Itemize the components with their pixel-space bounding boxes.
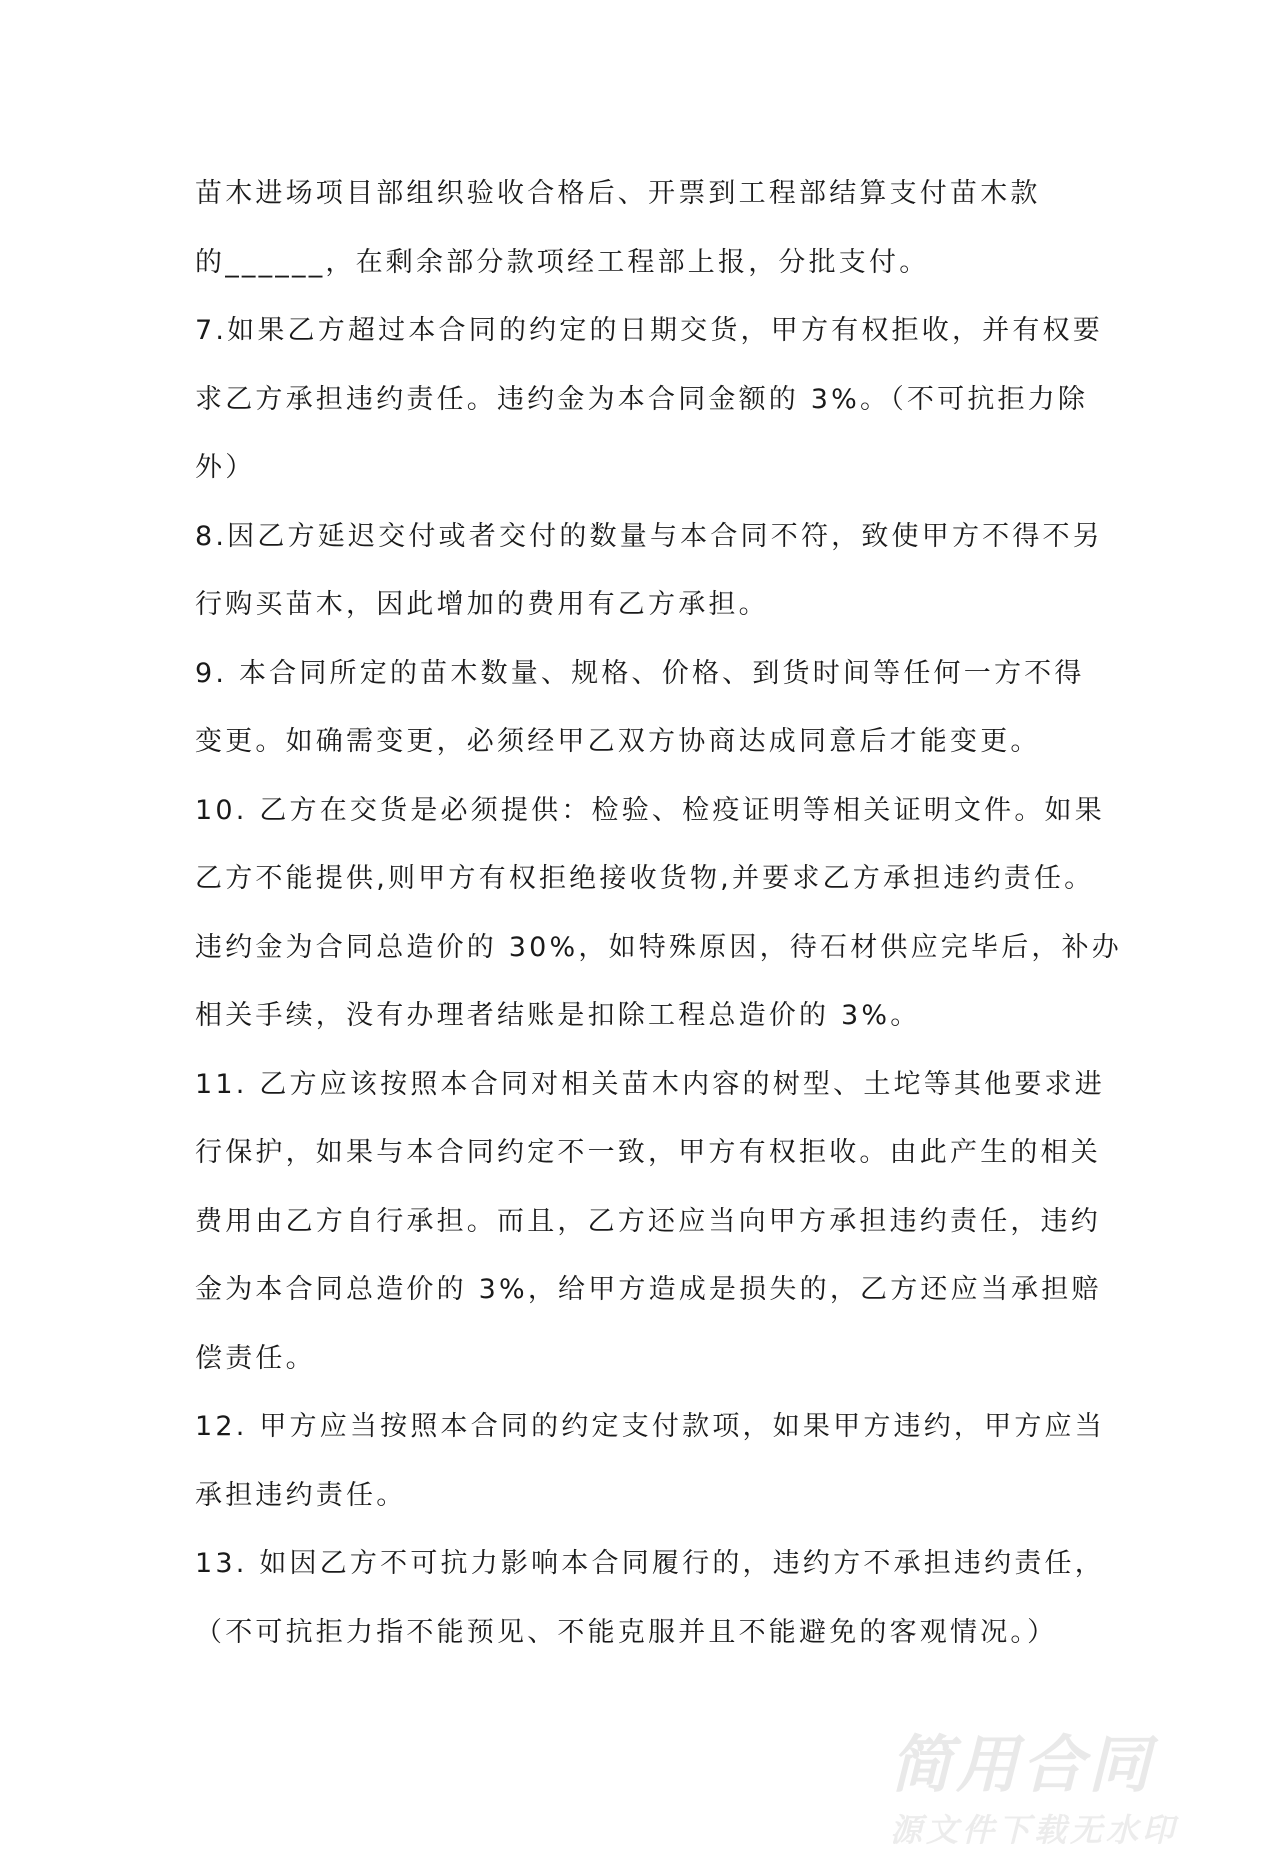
clause-10: 10. 乙方在交货是必须提供：检验、检疫证明等相关证明文件。如果	[195, 794, 1105, 826]
text-line: 乙方不能提供,则甲方有权拒绝接收货物,并要求乙方承担违约责任。	[195, 863, 1095, 894]
watermark-title: 简用合同	[890, 1728, 1155, 1801]
text-line: 求乙方承担违约责任。违约金为本合同金额的 3%。（不可抗拒力除	[195, 383, 1089, 415]
clause-12: 12. 甲方应当按照本合同的约定支付款项，如果甲方违约，甲方应当	[195, 1411, 1105, 1442]
clause-7: 7.如果乙方超过本合同的约定的日期交货，甲方有权拒收，并有权要	[195, 315, 1103, 346]
text-line: 承担违约责任。	[195, 1479, 407, 1511]
clause-13: 13. 如因乙方不可抗力影响本合同履行的，违约方不承担违约责任，	[195, 1548, 1105, 1579]
clause-11: 11. 乙方应该按照本合同对相关苗木内容的树型、土坨等其他要求进	[195, 1068, 1105, 1100]
text-line: 金为本合同总造价的 3%，给甲方造成是损失的，乙方还应当承担赔	[195, 1274, 1102, 1305]
watermark-subtitle: 源文件下载无水印	[890, 1811, 1179, 1849]
text-line: 行购买苗木，因此增加的费用有乙方承担。	[195, 589, 769, 620]
text-line: 的______，在剩余部分款项经工程部上报，分批支付。	[195, 246, 930, 278]
text-line: 外）	[195, 452, 256, 483]
clause-9: 9. 本合同所定的苗木数量、规格、价格、到货时间等任何一方不得	[195, 657, 1085, 689]
text-line: 相关手续，没有办理者结账是扣除工程总造价的 3%。	[195, 1000, 921, 1031]
text-line: 费用由乙方自行承担。而且，乙方还应当向甲方承担违约责任，违约	[195, 1205, 1101, 1237]
text-line: 行保护，如果与本合同约定不一致，甲方有权拒收。由此产生的相关	[195, 1137, 1101, 1168]
clause-8: 8.因乙方延迟交付或者交付的数量与本合同不符，致使甲方不得不另	[195, 520, 1103, 552]
text-line: 苗木进场项目部组织验收合格后、开票到工程部结算支付苗木款	[195, 178, 1041, 209]
document-body	[195, 160, 1122, 1667]
text-line: （不可抗拒力指不能预见、不能克服并且不能避免的客观情况。）	[195, 1616, 1058, 1648]
text-line: 违约金为合同总造价的 30%，如特殊原因，待石材供应完毕后，补办	[195, 931, 1122, 963]
text-line: 变更。如确需变更，必须经甲乙双方协商达成同意后才能变更。	[195, 726, 1041, 757]
text-line: 偿责任。	[195, 1342, 316, 1374]
